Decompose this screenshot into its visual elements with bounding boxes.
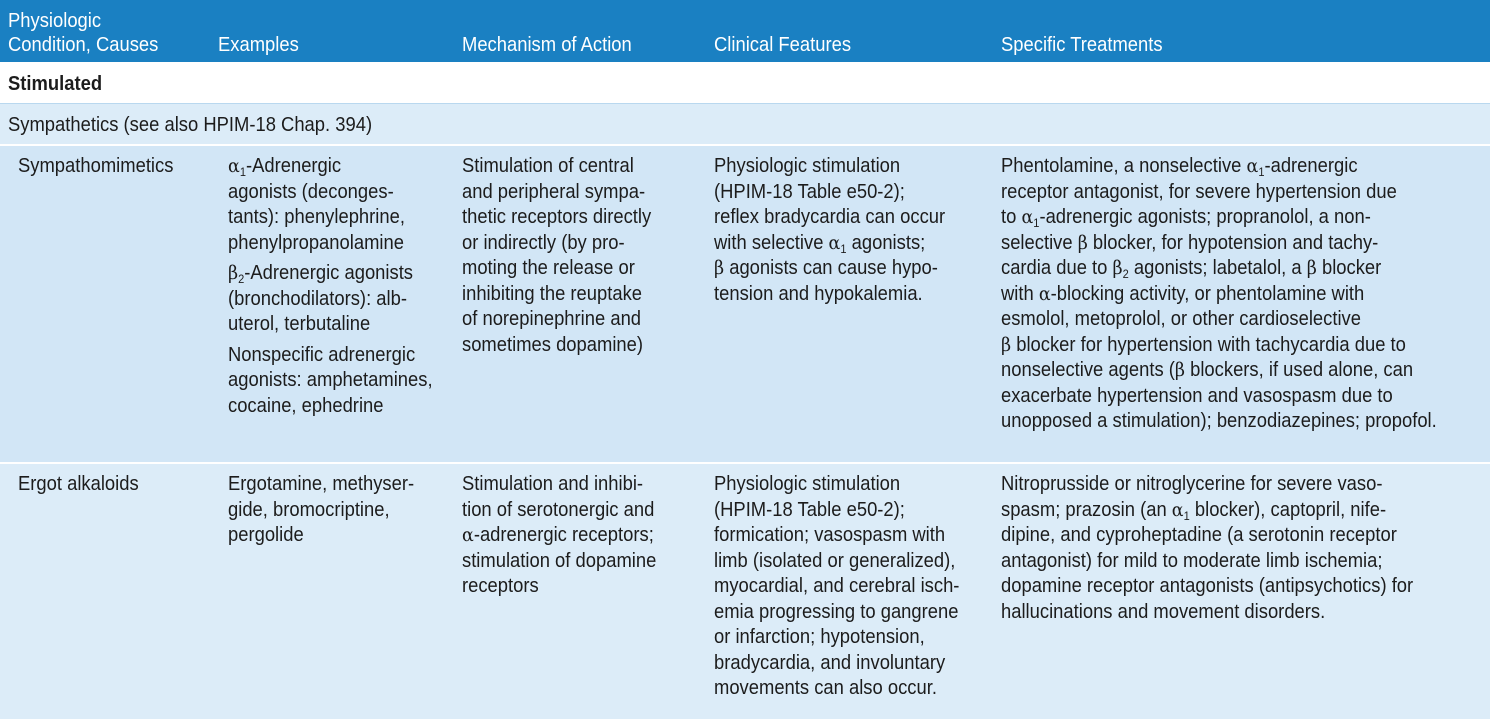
clinical-features-cell: Physiologic stimulation (HPIM-18 Table e50-2); formication; vasospasm with limb (isolated or generalized), myocardial, and cerebral isch- emia progressing to gangrene or infarction; hypotension, bradycardia, and involuntary movements can also occur. (714, 473, 960, 699)
section-title-stimulated: Stimulated (8, 73, 103, 95)
header-examples: Examples (218, 34, 299, 56)
mechanism-cell: Stimulation and inhibi- tion of serotonergic and α-adrenergic receptors; stimulation of dopamine receptors (462, 473, 657, 597)
examples-cell: $\alpha_1$-Adrenergic agonists (deconges- tants): phenylephrine, phenylpropanolamine $\beta_2$-Adrenergic agonists (bronchodilators): alb- uterol, terbutaline Nonspecific adrenergic agonists: amphetamines, cocaine, ephedrine (228, 155, 433, 417)
cause-cell: Sympathomimetics (18, 155, 174, 177)
subsection-title-sympathetics: Sympathetics (see also HPIM-18 Chap. 394) (8, 114, 373, 136)
examples-cell: Ergotamine, methyser- gide, bromocriptine, pergolide (228, 473, 415, 546)
treatments-cell: Phentolamine, a nonselective $\alpha_1$-adrenergic receptor antagonist, for severe hypertension due to $\alpha_1$-adrenergic agonists; propranolol, a non- selective β blocker, for hypotension and tachy- cardia due to $\beta_2$ agonists; labetalol, a β blocker with α-blocking activity, or phentolamine with esmolol, metoprolol, or other cardioselective β blocker for hypertension with tachycardia due to nonselective agents (β blockers, if used alone, can exacerbate hypertension and vasospasm due to unopposed a stimulation); benzodiazepines; propofol. (1001, 155, 1437, 432)
table-row (0, 146, 1490, 464)
header-mechanism: Mechanism of Action (462, 34, 632, 56)
section-row-stimulated (0, 64, 1490, 104)
header-specific-treatments: Specific Treatments (1001, 34, 1163, 56)
subsection-row-sympathetics (0, 104, 1490, 146)
mechanism-cell: Stimulation of central and peripheral sympa- thetic receptors directly or indirectly (by pro- moting the release or inhibiting the reuptake of norepinephrine and sometimes dopamine) (462, 155, 652, 356)
clinical-features-cell: Physiologic stimulation (HPIM-18 Table e50-2); reflex bradycardia can occur with selective $\alpha_1$ agonists; β agonists can cause hypo- tension and hypokalemia. (714, 155, 946, 305)
table-row (0, 464, 1490, 719)
table-header (0, 0, 1490, 64)
treatments-cell: Nitroprusside or nitroglycerine for severe vaso- spasm; prazosin (an $\alpha_1$ blocker), captopril, nife- dipine, and cyproheptadine (a serotonin receptor antagonist) for mild to moderate limb ischemia; dopamine receptor antagonists (antipsychotics) for hallucinations and movement disorders. (1001, 473, 1414, 623)
header-clinical-features: Clinical Features (714, 34, 852, 56)
header-condition: Physiologic Condition, Causes (8, 10, 159, 56)
cause-cell: Ergot alkaloids (18, 473, 139, 495)
